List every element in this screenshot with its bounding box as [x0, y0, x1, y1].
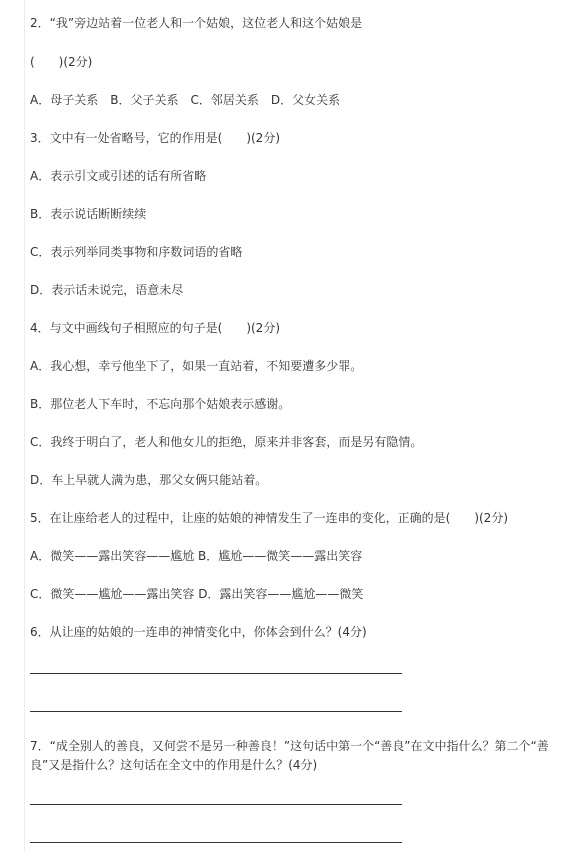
question-3-option-b: B．表示说话断断续续 [30, 207, 147, 221]
question-4-stem: 4．与文中画线句子相照应的句子是( )(2分) [30, 321, 280, 335]
answer-line[interactable] [30, 673, 402, 674]
question-4-option-c: C．我终于明白了，老人和他女儿的拒绝，原来并非客套，而是另有隐情。 [30, 435, 423, 449]
question-3-stem: 3．文中有一处省略号，它的作用是( )(2分) [30, 131, 280, 145]
question-2-blank: ( )(2分) [30, 55, 93, 69]
question-2-stem: 2．“我”旁边站着一位老人和一个姑娘，这位老人和这个姑娘是 [30, 16, 363, 30]
question-5-options-ab: A．微笑——露出笑容——尴尬 B．尴尬——微笑——露出笑容 [30, 549, 363, 563]
question-3-option-c: C．表示列举同类事物和序数词语的省略 [30, 245, 243, 259]
question-5-stem: 5．在让座给老人的过程中，让座的姑娘的神情发生了一连串的变化，正确的是( )(2分) [30, 511, 508, 525]
document-page [24, 0, 577, 852]
question-4-option-b: B．那位老人下车时，不忘向那个姑娘表示感谢。 [30, 397, 291, 411]
question-3-option-a: A．表示引文或引述的话有所省略 [30, 169, 207, 183]
answer-line[interactable] [30, 711, 402, 712]
answer-line[interactable] [30, 804, 402, 805]
question-3-option-d: D．表示话未说完，语意未尽 [30, 283, 184, 297]
question-5-options-cd: C．微笑——尴尬——露出笑容 D．露出笑容——尴尬——微笑 [30, 587, 364, 601]
question-2-options: A．母子关系 B．父子关系 C．邻居关系 D．父女关系 [30, 93, 341, 107]
question-6-stem: 6．从让座的姑娘的一连串的神情变化中，你体会到什么？(4分) [30, 625, 367, 639]
question-7-stem: 7．“成全别人的善良，又何尝不是另一种善良！”这句话中第一个“善良”在文中指什么？第二个“善良”又是指什么？这句话在全文中的作用是什么？(4分) [30, 739, 549, 772]
question-4-option-a: A．我心想，幸亏他坐下了，如果一直站着，不知要遭多少罪。 [30, 359, 363, 373]
question-4-option-d: D．车上早就人满为患，那父女俩只能站着。 [30, 473, 268, 487]
answer-line[interactable] [30, 842, 402, 843]
